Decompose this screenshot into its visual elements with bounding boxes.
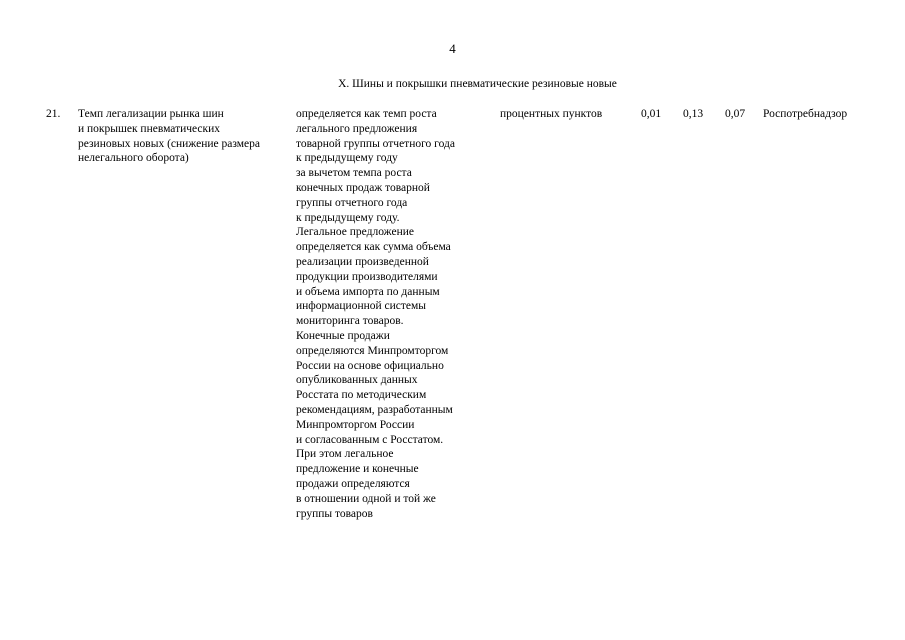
responsible-agency: Роспотребнадзор [763, 108, 848, 120]
indicator-name: Темп легализации рынка шин и покрышек пневматических резиновых новых (снижение размера нелегального оборота) [78, 108, 260, 165]
row-number: 21. [46, 108, 61, 120]
section-title: X. Шины и покрышки пневматические резиновые новые [338, 78, 617, 90]
value-2: 0,13 [683, 108, 704, 120]
value-1: 0,01 [641, 108, 662, 120]
calculation-method: определяется как темп роста легального предложения товарной группы отчетного года к предыдущему году за вычетом темпа роста конечных продаж товарной группы отчетного года к предыдущему году. Легальное предложение определяется как сумма объема реализации произведенной продукции производителями и объема импорта по данным информационной системы мониторинга товаров. Конечные продажи определяются Минпромторгом России на основе официально опубликованных данных Росстата по методическим рекомендациям, разработанным Минпромторгом России и согласованным с Росстатом. При этом легальное предложение и конечные продажи определяются в отношении одной и той же группы товаров [296, 108, 455, 520]
unit-of-measure: процентных пунктов [500, 108, 603, 120]
value-3: 0,07 [725, 108, 746, 120]
page-number: 4 [449, 41, 456, 56]
